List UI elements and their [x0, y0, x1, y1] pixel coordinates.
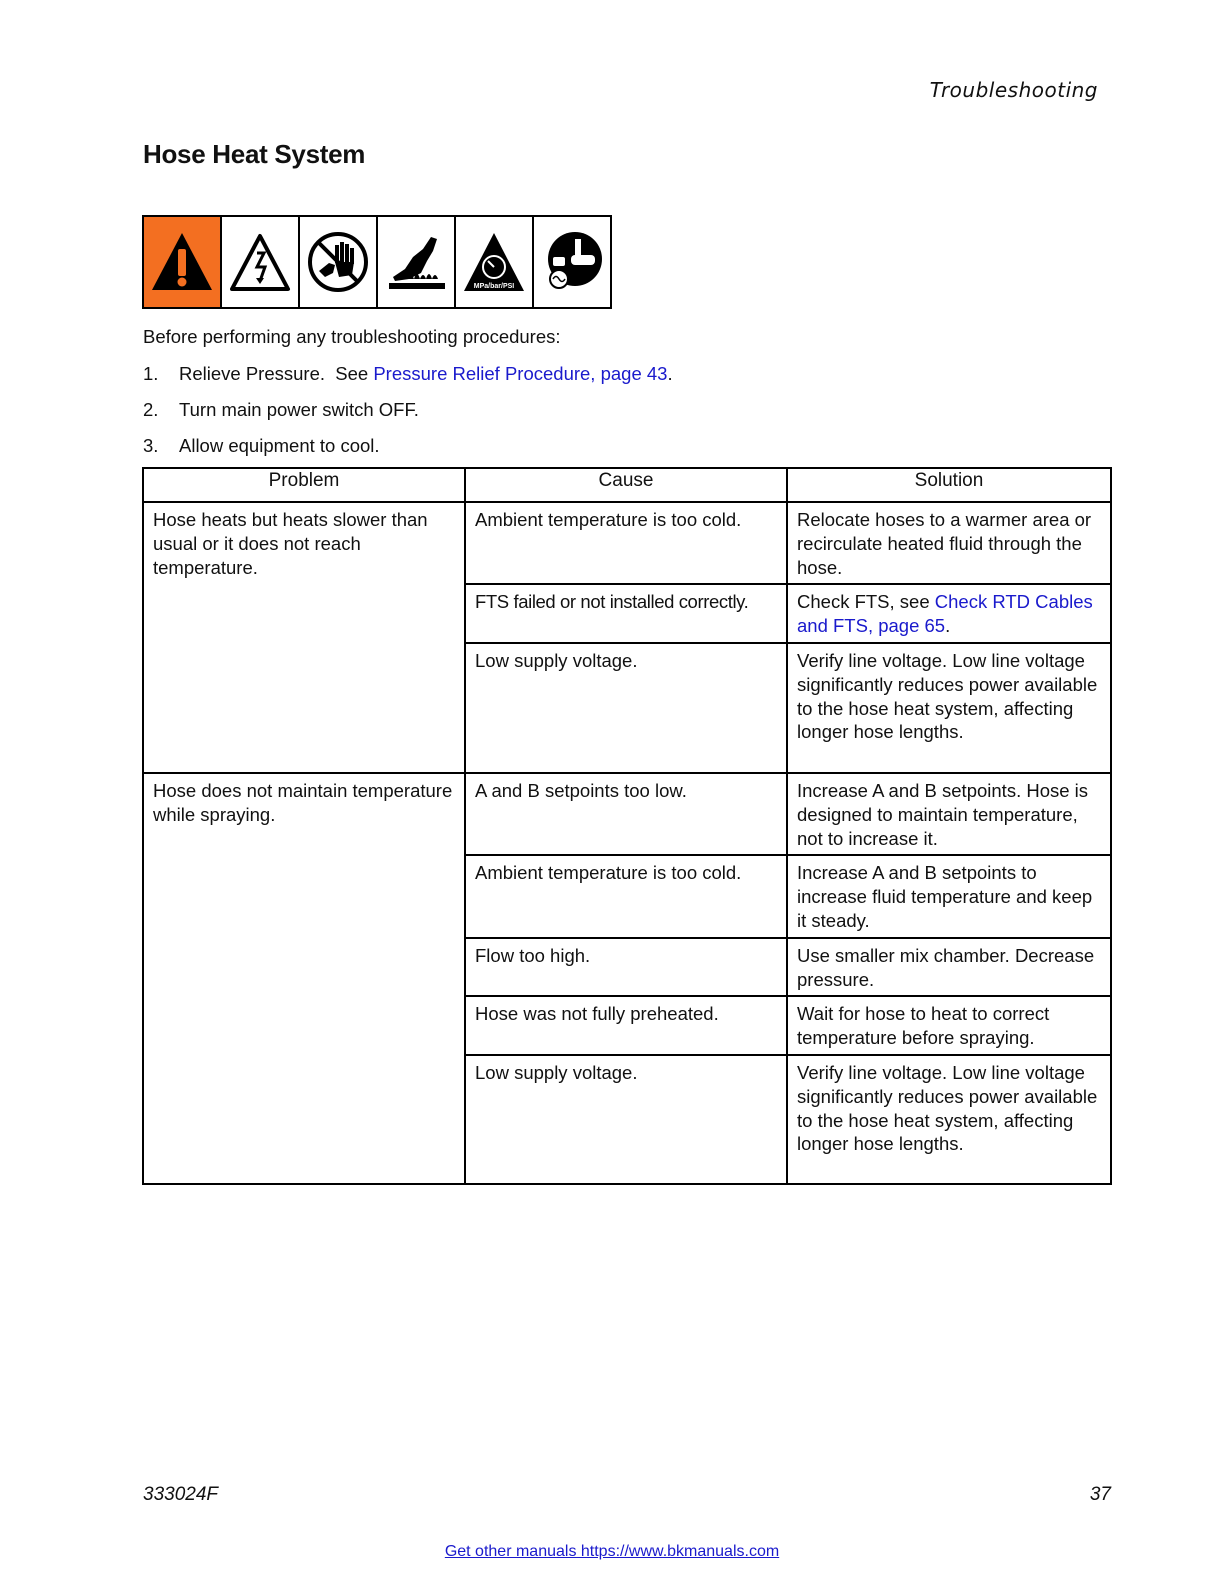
cause-cell: A and B setpoints too low. — [465, 773, 787, 855]
pressure-relief-link[interactable]: Pressure Relief Procedure, page 43 — [373, 363, 668, 384]
column-header-solution: Solution — [787, 468, 1111, 502]
section-header: Troubleshooting — [929, 78, 1098, 102]
warning-exclamation-icon — [144, 217, 222, 307]
solution-text: Check FTS, see — [797, 591, 935, 613]
cause-cell: Flow too high. — [465, 938, 787, 997]
problem-cell: Hose heats but heats slower than usual or it does not reach temperature. — [143, 502, 465, 773]
solution-cell: Increase A and B setpoints. Hose is designed to maintain temperature, not to increase it. — [787, 773, 1111, 855]
step-2 — [143, 399, 673, 435]
cause-cell: FTS failed or not installed correctly. — [465, 584, 787, 643]
hazard-symbol-strip — [142, 215, 612, 309]
solution-cell: Relocate hoses to a warmer area or recirculate heated fluid through the hose. — [787, 502, 1111, 584]
step-number: 1. — [143, 363, 159, 384]
intro-text: Before performing any troubleshooting procedures: — [143, 326, 561, 347]
solution-punctuation: . — [945, 615, 951, 637]
step-1 — [143, 363, 673, 399]
solution-cell: Verify line voltage. Low line voltage significantly reduces power available to the hose heat system, affecting longer hose lengths. — [787, 1055, 1111, 1184]
protective-equipment-icon — [534, 217, 610, 307]
solution-cell: Increase A and B setpoints to increase fluid temperature and keep it steady. — [787, 855, 1111, 937]
step-number: 3. — [143, 435, 159, 456]
procedure-steps — [143, 363, 673, 471]
page-number: 37 — [1089, 1484, 1111, 1505]
table-row — [143, 502, 1111, 584]
step-punctuation: . — [667, 363, 673, 384]
solution-cell: Use smaller mix chamber. Decrease pressure. — [787, 938, 1111, 997]
table-header-row — [143, 468, 1111, 502]
gauge-units-label: MPa/bar/PSI — [473, 283, 515, 290]
cause-cell: Low supply voltage. — [465, 643, 787, 773]
cause-cell: Ambient temperature is too cold. — [465, 502, 787, 584]
step-text: Relieve Pressure. See — [179, 363, 374, 384]
cause-cell: Hose was not fully preheated. — [465, 996, 787, 1055]
step-3 — [143, 435, 673, 471]
column-header-cause: Cause — [465, 468, 787, 502]
column-header-problem: Problem — [143, 468, 465, 502]
step-text: Allow equipment to cool. — [179, 435, 380, 456]
electric-shock-icon — [222, 217, 300, 307]
cause-cell: Ambient temperature is too cold. — [465, 855, 787, 937]
troubleshooting-table — [142, 467, 1112, 1185]
step-number: 2. — [143, 399, 159, 420]
cause-cell: Low supply voltage. — [465, 1055, 787, 1184]
manuals-link[interactable]: Get other manuals https://www.bkmanuals.com — [444, 1543, 780, 1560]
step-text: Turn main power switch OFF. — [179, 399, 419, 420]
document-number: 333024F — [143, 1484, 219, 1505]
solution-cell: Verify line voltage. Low line voltage significantly reduces power available to the hose heat system, affecting longer hose lengths. — [787, 643, 1111, 773]
no-touch-gun-icon — [300, 217, 378, 307]
check-rtd-cables-link[interactable]: Check RTD Cables and FTS, page 65 — [797, 591, 1093, 637]
page-title: Hose Heat System — [143, 139, 366, 169]
burn-hot-surface-icon — [378, 217, 456, 307]
solution-cell — [787, 584, 1111, 643]
solution-cell: Wait for hose to heat to correct temperature before spraying. — [787, 996, 1111, 1055]
problem-cell: Hose does not maintain temperature while spraying. — [143, 773, 465, 1184]
table-row — [143, 773, 1111, 855]
pressure-gauge-icon — [456, 217, 534, 307]
